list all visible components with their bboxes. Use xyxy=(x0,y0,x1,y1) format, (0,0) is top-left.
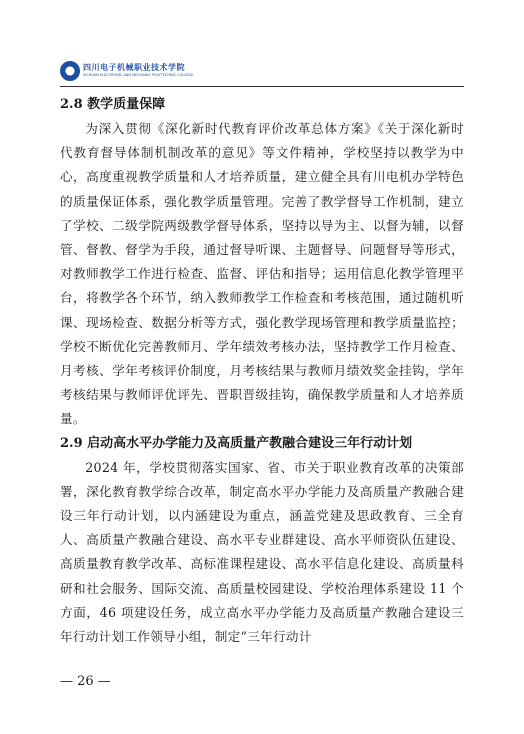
page-header xyxy=(60,58,464,84)
section-2-9-paragraph: 2024 年，学校贯彻落实国家、省、市关于职业教育改革的决策部署，深化教育教学综合改革，制定高水平办学能力及高质量产教融合建设三年行动计划，以内涵建设为重点，涵盖党建及思政教育、三全育人、高质量产教融合建设、高水平专业群建设、高水平师资队伍建设、高质量教育教学改革、高标准课程建设、高水平信息化建设、高质量科研和社会服务、国际交流、高质量校园建设、学校治理体系建设 11 个方面，46 项建设任务，成立高水平办学能力及高质量产教融合建设三年行动计划工作领导小组，制定“三年行动计 xyxy=(60,459,464,645)
page-content xyxy=(60,93,464,649)
school-name-cn: 四川电子机械职业技术学院 xyxy=(83,63,185,73)
header-divider xyxy=(60,86,464,87)
school-logo-icon xyxy=(60,61,80,81)
section-heading-2-9: 2.9 启动高水平办学能力及高质量产教融合建设三年行动计划 xyxy=(60,435,413,451)
section-heading-2-8: 2.8 教学质量保障 xyxy=(60,97,166,112)
school-logo-text xyxy=(83,64,193,78)
school-name-en: SICHUAN ELECTRONIC AND MECHANIC POLYTECHNIC COLLEGE xyxy=(83,73,194,78)
page-number: — 26 — xyxy=(60,674,111,689)
section-2-8-paragraph: 为深入贯彻《深化新时代教育评价改革总体方案》《关于深化新时代教育督导体制机制改革的意见》等文件精神，学校坚持以教学为中心，高度重视教学质量和人才培养质量，建立健全具有川电机办学特色的质量保证体系，强化教学质量管理。完善了教学督导工作机制，建立了学校、二级学院两级教学督导体系，坚持以导为主、以督为辅，以督管、督教、督学为手段，通过督导听课、主题督导、问题督导等形式，对教师教学工作进行检查、监督、评估和指导；运用信息化教学管理平台，将教学各个环节，纳入教师教学工作检查和考核范围，通过随机听课、现场检查、数据分析等方式，强化教学现场管理和教学质量监控；学校不断优化完善教师月、学年绩效考核办法，坚持教学工作月检查、月考核、学年考核评价制度，月考核结果与教师月绩效奖金挂钩，学年考核结果与教师评优评先、晋职晋级挂钩，确保教学质量和人才培养质量。 xyxy=(60,121,464,427)
